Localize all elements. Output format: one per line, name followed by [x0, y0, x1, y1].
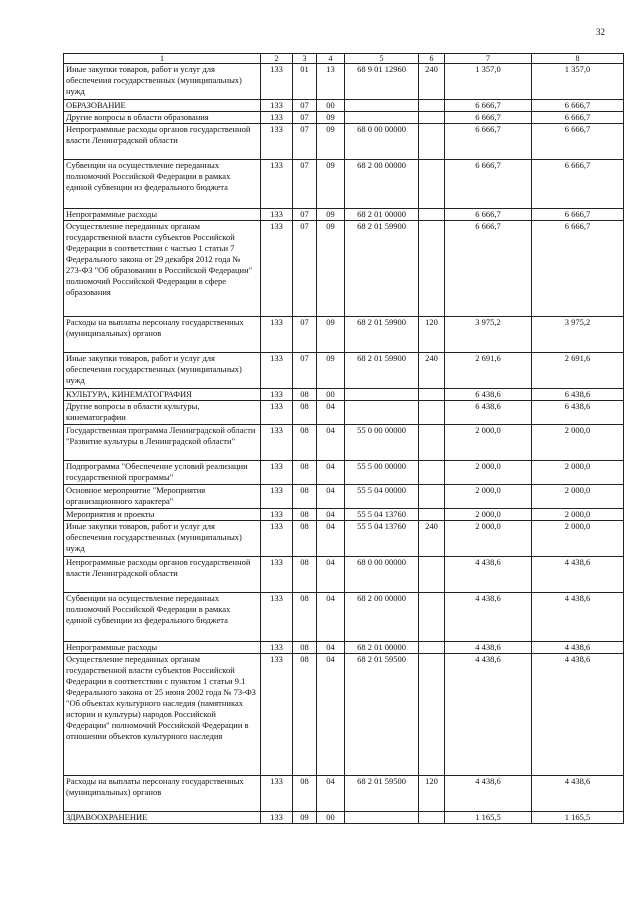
expense-type-code	[419, 509, 445, 521]
subsection-code: 04	[317, 521, 345, 557]
section-code: 07	[293, 221, 317, 317]
section-code: 07	[293, 160, 317, 209]
column-header: 7	[445, 54, 532, 64]
amount-col-7: 6 438,6	[445, 401, 532, 425]
section-code: 07	[293, 209, 317, 221]
row-name: ОБРАЗОВАНИЕ	[64, 100, 261, 112]
subsection-code: 04	[317, 485, 345, 509]
amount-col-8: 4 438,6	[532, 557, 624, 593]
section-code: 07	[293, 317, 317, 353]
subsection-code: 04	[317, 401, 345, 425]
target-article-code	[345, 401, 419, 425]
table-row	[64, 124, 624, 160]
subsection-code: 09	[317, 317, 345, 353]
table-row	[64, 112, 624, 124]
amount-col-7: 1 357,0	[445, 64, 532, 100]
ministry-code: 133	[261, 112, 293, 124]
section-code: 08	[293, 642, 317, 654]
ministry-code: 133	[261, 461, 293, 485]
expense-type-code: 120	[419, 317, 445, 353]
section-code: 08	[293, 401, 317, 425]
amount-col-8: 4 438,6	[532, 776, 624, 812]
table-row	[64, 160, 624, 209]
ministry-code: 133	[261, 557, 293, 593]
table-row	[64, 557, 624, 593]
amount-col-8: 3 975,2	[532, 317, 624, 353]
row-name: ЗДРАВООХРАНЕНИЕ	[64, 812, 261, 824]
table-row	[64, 209, 624, 221]
section-code: 08	[293, 461, 317, 485]
subsection-code: 00	[317, 100, 345, 112]
amount-col-8: 2 000,0	[532, 521, 624, 557]
amount-col-7: 6 438,6	[445, 389, 532, 401]
table-row	[64, 317, 624, 353]
section-code: 01	[293, 64, 317, 100]
row-name: Другие вопросы в области культуры, кинематографии	[64, 401, 261, 425]
ministry-code: 133	[261, 389, 293, 401]
table-row	[64, 509, 624, 521]
amount-col-7: 2 000,0	[445, 461, 532, 485]
target-article-code: 55 5 04 13760	[345, 509, 419, 521]
amount-col-8: 2 000,0	[532, 485, 624, 509]
expense-type-code	[419, 593, 445, 642]
expense-type-code: 240	[419, 64, 445, 100]
target-article-code	[345, 812, 419, 824]
amount-col-8: 6 666,7	[532, 221, 624, 317]
table-header-row	[64, 54, 624, 64]
row-name: Мероприятия и проекты	[64, 509, 261, 521]
target-article-code	[345, 112, 419, 124]
subsection-code: 04	[317, 509, 345, 521]
expense-type-code	[419, 112, 445, 124]
section-code: 07	[293, 112, 317, 124]
expense-type-code	[419, 812, 445, 824]
target-article-code: 68 9 01 12960	[345, 64, 419, 100]
amount-col-8: 6 666,7	[532, 209, 624, 221]
row-name: Другие вопросы в области образования	[64, 112, 261, 124]
section-code: 08	[293, 389, 317, 401]
table-row	[64, 389, 624, 401]
section-code: 08	[293, 557, 317, 593]
amount-col-7: 6 666,7	[445, 221, 532, 317]
page-number: 32	[596, 27, 605, 37]
ministry-code: 133	[261, 209, 293, 221]
section-code: 09	[293, 812, 317, 824]
amount-col-7: 6 666,7	[445, 124, 532, 160]
amount-col-8: 6 438,6	[532, 401, 624, 425]
amount-col-8: 4 438,6	[532, 593, 624, 642]
subsection-code: 09	[317, 112, 345, 124]
amount-col-8: 4 438,6	[532, 654, 624, 776]
amount-col-7: 4 438,6	[445, 593, 532, 642]
subsection-code: 13	[317, 64, 345, 100]
amount-col-7: 3 975,2	[445, 317, 532, 353]
row-name: Непрограммные расходы	[64, 642, 261, 654]
table-row	[64, 776, 624, 812]
ministry-code: 133	[261, 642, 293, 654]
subsection-code: 09	[317, 353, 345, 389]
ministry-code: 133	[261, 812, 293, 824]
subsection-code: 09	[317, 209, 345, 221]
expense-type-code	[419, 557, 445, 593]
subsection-code: 09	[317, 124, 345, 160]
row-name: Иные закупки товаров, работ и услуг для обеспечения государственных (муниципальных) нужд	[64, 521, 261, 557]
ministry-code: 133	[261, 654, 293, 776]
amount-col-7: 2 000,0	[445, 485, 532, 509]
amount-col-7: 4 438,6	[445, 642, 532, 654]
table-row	[64, 64, 624, 100]
section-code: 08	[293, 485, 317, 509]
subsection-code: 09	[317, 160, 345, 209]
subsection-code: 04	[317, 654, 345, 776]
target-article-code: 68 2 01 59500	[345, 776, 419, 812]
subsection-code: 04	[317, 425, 345, 461]
section-code: 08	[293, 654, 317, 776]
expense-type-code	[419, 389, 445, 401]
target-article-code: 68 2 00 00000	[345, 160, 419, 209]
subsection-code: 00	[317, 389, 345, 401]
column-header: 6	[419, 54, 445, 64]
expense-type-code	[419, 461, 445, 485]
target-article-code: 68 2 00 00000	[345, 593, 419, 642]
table-row	[64, 485, 624, 509]
table-row	[64, 654, 624, 776]
row-name: Основное мероприятие "Мероприятия организационного характера"	[64, 485, 261, 509]
target-article-code	[345, 389, 419, 401]
expense-type-code	[419, 642, 445, 654]
amount-col-8: 4 438,6	[532, 642, 624, 654]
expense-type-code	[419, 425, 445, 461]
expense-type-code	[419, 221, 445, 317]
row-name: Иные закупки товаров, работ и услуг для обеспечения государственных (муниципальных) нужд	[64, 64, 261, 100]
table-row	[64, 812, 624, 824]
ministry-code: 133	[261, 353, 293, 389]
row-name: Осуществление переданных органам государственной власти субъектов Российской Федерации в соответствии с частью 1 статьи 7 Федерального закона от 29 декабря 2012 года № 273-ФЗ "Об образовании в Российской Федерации" полномочий Российской Федерации в сфере образования	[64, 221, 261, 317]
amount-col-8: 6 666,7	[532, 160, 624, 209]
column-header: 5	[345, 54, 419, 64]
expense-type-code	[419, 209, 445, 221]
row-name: Субвенции на осуществление переданных полномочий Российской Федерации в рамках единой субвенции из федерального бюджета	[64, 593, 261, 642]
target-article-code: 55 5 04 00000	[345, 485, 419, 509]
target-article-code: 68 2 01 59900	[345, 317, 419, 353]
target-article-code: 68 0 00 00000	[345, 557, 419, 593]
table-row	[64, 461, 624, 485]
ministry-code: 133	[261, 401, 293, 425]
ministry-code: 133	[261, 64, 293, 100]
section-code: 08	[293, 425, 317, 461]
row-name: КУЛЬТУРА, КИНЕМАТОГРАФИЯ	[64, 389, 261, 401]
row-name: Иные закупки товаров, работ и услуг для обеспечения государственных (муниципальных) нужд	[64, 353, 261, 389]
amount-col-8: 6 666,7	[532, 124, 624, 160]
section-code: 07	[293, 353, 317, 389]
row-name: Непрограммные расходы органов государственной власти Ленинградской области	[64, 124, 261, 160]
subsection-code: 04	[317, 461, 345, 485]
table-row	[64, 593, 624, 642]
table-row	[64, 425, 624, 461]
section-code: 07	[293, 124, 317, 160]
ministry-code: 133	[261, 593, 293, 642]
column-header: 1	[64, 54, 261, 64]
column-header: 2	[261, 54, 293, 64]
target-article-code: 68 2 01 59500	[345, 654, 419, 776]
table-row	[64, 521, 624, 557]
subsection-code: 04	[317, 776, 345, 812]
subsection-code: 04	[317, 642, 345, 654]
amount-col-7: 6 666,7	[445, 160, 532, 209]
row-name: Государственная программа Ленинградской области "Развитие культуры в Ленинградской области"	[64, 425, 261, 461]
subsection-code: 09	[317, 221, 345, 317]
expense-type-code: 240	[419, 353, 445, 389]
ministry-code: 133	[261, 124, 293, 160]
amount-col-7: 4 438,6	[445, 654, 532, 776]
target-article-code: 68 2 01 00000	[345, 642, 419, 654]
ministry-code: 133	[261, 160, 293, 209]
budget-table	[63, 53, 624, 824]
amount-col-7: 4 438,6	[445, 776, 532, 812]
amount-col-7: 1 165,5	[445, 812, 532, 824]
target-article-code: 68 2 01 59900	[345, 353, 419, 389]
column-header: 8	[532, 54, 624, 64]
target-article-code	[345, 100, 419, 112]
row-name: Непрограммные расходы органов государственной власти Ленинградской области	[64, 557, 261, 593]
ministry-code: 133	[261, 317, 293, 353]
row-name: Расходы на выплаты персоналу государственных (муниципальных) органов	[64, 317, 261, 353]
ministry-code: 133	[261, 509, 293, 521]
expense-type-code	[419, 160, 445, 209]
target-article-code: 55 5 00 00000	[345, 461, 419, 485]
amount-col-8: 1 357,0	[532, 64, 624, 100]
ministry-code: 133	[261, 521, 293, 557]
amount-col-7: 6 666,7	[445, 112, 532, 124]
amount-col-8: 1 165,5	[532, 812, 624, 824]
target-article-code: 68 2 01 00000	[345, 209, 419, 221]
expense-type-code	[419, 485, 445, 509]
amount-col-8: 6 666,7	[532, 100, 624, 112]
table-row	[64, 100, 624, 112]
section-code: 08	[293, 776, 317, 812]
subsection-code: 04	[317, 593, 345, 642]
expense-type-code: 120	[419, 776, 445, 812]
table-row	[64, 642, 624, 654]
section-code: 07	[293, 100, 317, 112]
row-name: Осуществление переданных органам государственной власти субъектов Российской Федерации в соответствии с пунктом 1 статьи 9.1 Федерального закона от 25 июня 2002 года № 73-ФЗ "Об объектах культурного наследия (памятниках истории и культуры) народов Российской Федерации" полномочий Российской Федерации в отношении объектов культурного наследия	[64, 654, 261, 776]
amount-col-7: 2 000,0	[445, 521, 532, 557]
row-name: Непрограммные расходы	[64, 209, 261, 221]
amount-col-8: 6 666,7	[532, 112, 624, 124]
amount-col-8: 6 438,6	[532, 389, 624, 401]
ministry-code: 133	[261, 100, 293, 112]
ministry-code: 133	[261, 776, 293, 812]
target-article-code: 68 2 01 59900	[345, 221, 419, 317]
expense-type-code	[419, 100, 445, 112]
subsection-code: 04	[317, 557, 345, 593]
amount-col-7: 6 666,7	[445, 100, 532, 112]
section-code: 08	[293, 593, 317, 642]
expense-type-code: 240	[419, 521, 445, 557]
section-code: 08	[293, 521, 317, 557]
amount-col-7: 2 000,0	[445, 509, 532, 521]
ministry-code: 133	[261, 485, 293, 509]
column-header: 4	[317, 54, 345, 64]
subsection-code: 00	[317, 812, 345, 824]
row-name: Субвенции на осуществление переданных полномочий Российской Федерации в рамках единой субвенции из федерального бюджета	[64, 160, 261, 209]
table-row	[64, 353, 624, 389]
amount-col-8: 2 000,0	[532, 509, 624, 521]
expense-type-code	[419, 401, 445, 425]
target-article-code: 55 0 00 00000	[345, 425, 419, 461]
amount-col-8: 2 691,6	[532, 353, 624, 389]
amount-col-7: 2 691,6	[445, 353, 532, 389]
amount-col-8: 2 000,0	[532, 461, 624, 485]
amount-col-8: 2 000,0	[532, 425, 624, 461]
ministry-code: 133	[261, 221, 293, 317]
target-article-code: 68 0 00 00000	[345, 124, 419, 160]
amount-col-7: 2 000,0	[445, 425, 532, 461]
table-row	[64, 221, 624, 317]
row-name: Расходы на выплаты персоналу государственных (муниципальных) органов	[64, 776, 261, 812]
table-row	[64, 401, 624, 425]
ministry-code: 133	[261, 425, 293, 461]
expense-type-code	[419, 654, 445, 776]
section-code: 08	[293, 509, 317, 521]
target-article-code: 55 5 04 13760	[345, 521, 419, 557]
amount-col-7: 6 666,7	[445, 209, 532, 221]
amount-col-7: 4 438,6	[445, 557, 532, 593]
expense-type-code	[419, 124, 445, 160]
column-header: 3	[293, 54, 317, 64]
row-name: Подпрограмма "Обеспечение условий реализации государственной программы"	[64, 461, 261, 485]
